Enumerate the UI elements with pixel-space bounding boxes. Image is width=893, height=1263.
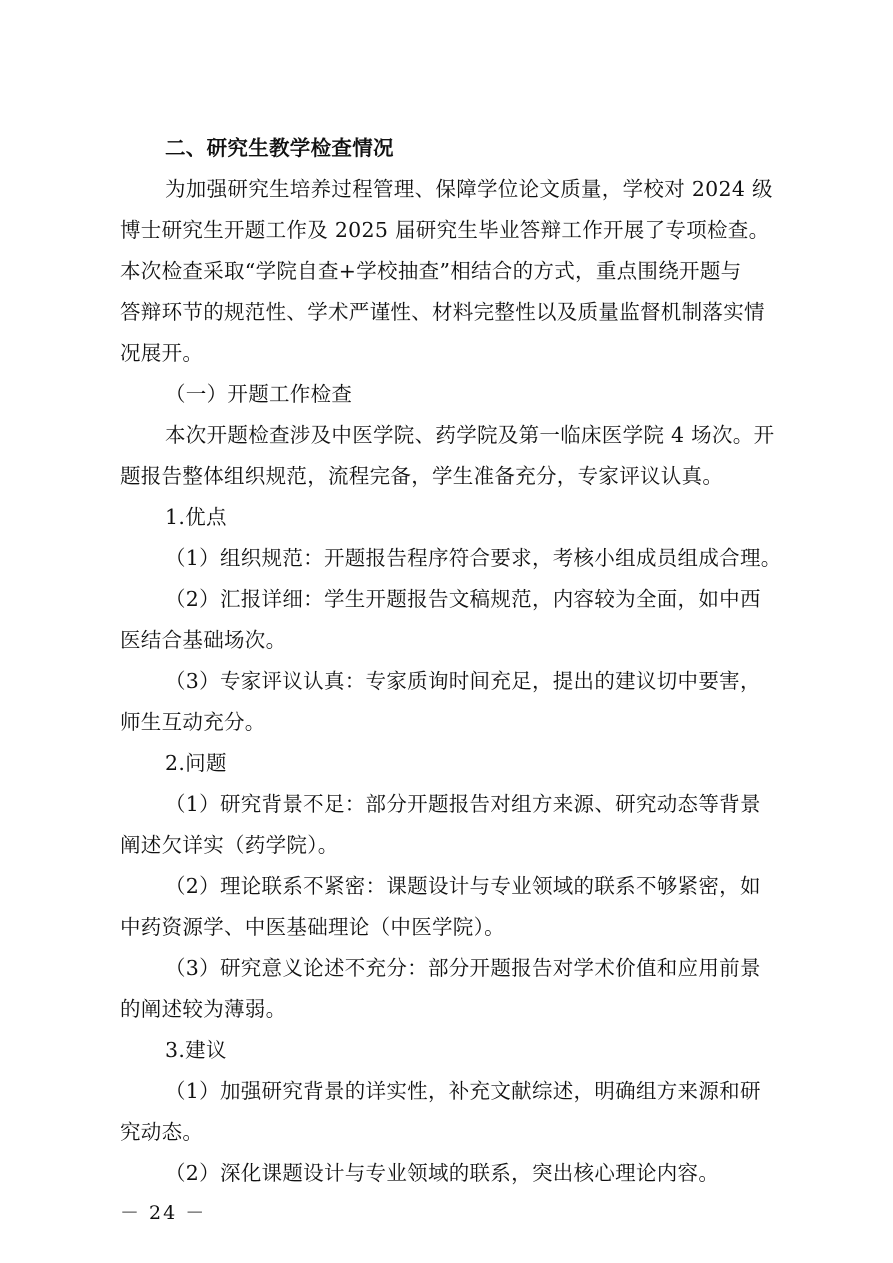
intro-line-4: 答辩环节的规范性、学术严谨性、材料完整性以及质量监督机制落实情 bbox=[120, 300, 765, 324]
suggestions-title: 3.建议 bbox=[165, 1038, 227, 1062]
problem-item-1-line-1: （1）研究背景不足：部分开题报告对组方来源、研究动态等背景 bbox=[165, 792, 761, 816]
problem-item-3-line-1: （3）研究意义论述不充分：部分开题报告对学术价值和应用前景 bbox=[165, 956, 761, 980]
problem-item-2-line-2: 中药资源学、中医基础理论（中医学院）。 bbox=[120, 915, 505, 939]
suggestion-item-1-line-1: （1）加强研究背景的详实性，补充文献综述，明确组方来源和研 bbox=[165, 1079, 761, 1103]
advantage-item-2-line-2: 医结合基础场次。 bbox=[120, 628, 287, 652]
page-number: － 24 － bbox=[120, 1202, 207, 1224]
intro-line-1: 为加强研究生培养过程管理、保障学位论文质量，学校对 2024 级 bbox=[165, 177, 773, 201]
suggestion-item-1-line-2: 究动态。 bbox=[120, 1120, 204, 1144]
intro-line-2: 博士研究生开题工作及 2025 届研究生毕业答辩工作开展了专项检查。 bbox=[120, 218, 770, 242]
overview-line-2: 题报告整体组织规范，流程完备，学生准备充分，专家评议认真。 bbox=[120, 464, 724, 488]
sub-heading-opening-check: （一）开题工作检查 bbox=[165, 382, 353, 406]
advantage-item-2-line-1: （2）汇报详细：学生开题报告文稿规范，内容较为全面，如中西 bbox=[165, 587, 761, 611]
intro-line-5: 况展开。 bbox=[120, 341, 204, 365]
problem-item-3-line-2: 的阐述较为薄弱。 bbox=[120, 997, 287, 1021]
suggestion-item-2: （2）深化课题设计与专业领域的联系，突出核心理论内容。 bbox=[165, 1161, 720, 1185]
problem-item-2-line-1: （2）理论联系不紧密：课题设计与专业领域的联系不够紧密，如 bbox=[165, 874, 761, 898]
advantage-item-1: （1）组织规范：开题报告程序符合要求，考核小组成员组成合理。 bbox=[165, 546, 782, 570]
advantages-title: 1.优点 bbox=[165, 505, 227, 529]
overview-line-1: 本次开题检查涉及中医学院、药学院及第一临床医学院 4 场次。开 bbox=[165, 423, 775, 447]
problems-title: 2.问题 bbox=[165, 751, 227, 775]
problem-item-1-line-2: 阐述欠详实（药学院）。 bbox=[120, 833, 339, 857]
section-heading: 二、研究生教学检查情况 bbox=[165, 136, 394, 160]
intro-line-3: 本次检查采取“学院自查+学校抽查”相结合的方式，重点围绕开题与 bbox=[120, 259, 742, 283]
advantage-item-3-line-1: （3）专家评议认真：专家质询时间充足，提出的建议切中要害， bbox=[165, 669, 761, 693]
advantage-item-3-line-2: 师生互动充分。 bbox=[120, 710, 266, 734]
